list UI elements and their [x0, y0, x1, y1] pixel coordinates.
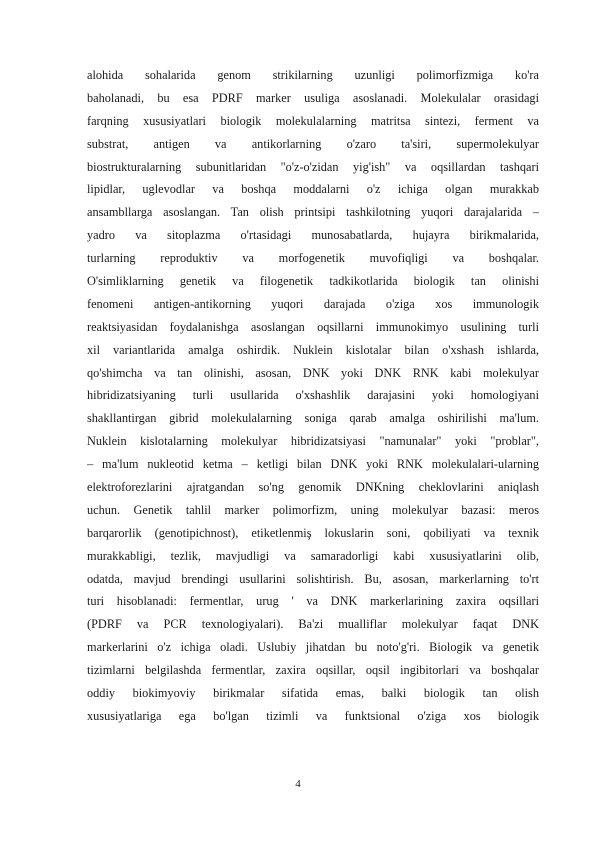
- body-line: (PDRF va PCR texnologiyalari). Ba'zi mualliflar molekulyar faqat DNK: [87, 617, 539, 632]
- body-line: murakkabligi, tezlik, mavjudligi va samaradorligi kabi xususiyatlarini olib,: [87, 548, 539, 563]
- body-line: qo'shimcha va tan olinishi, asosan, DNK yoki DNK RNK kabi molekulyar: [87, 365, 539, 380]
- body-line: elektroforezlarini ajratgandan so'ng genomik DNKning cheklovlarini aniqlash: [87, 480, 539, 495]
- body-text: [87, 64, 539, 728]
- body-line: substrat, antigen va antikorlarning o'zaro ta'siri, supermolekulyar: [87, 136, 539, 151]
- body-line: alohida sohalarida genom strikilarning uzunligi polimorfizmiga ko'ra: [87, 68, 539, 82]
- body-line: turi hisoblanadi: fermentlar, urug ' va DNK markerlarining zaxira oqsillari: [87, 594, 539, 609]
- body-line: hibridizatsiyaning turli usullarida o'xshashlik darajasini yoki homologiyani: [87, 388, 539, 403]
- body-line: O'simliklarning genetik va filogenetik tadkikotlarida biologik tan olinishi: [87, 274, 539, 289]
- body-line: turlarning reproduktiv va morfogenetik muvofiqligi va boshqalar.: [87, 251, 539, 266]
- body-line: shakllantirgan gibrid molekulalarning soniga qarab amalga oshirilishi ma'lum.: [87, 411, 539, 426]
- page-number: 4: [295, 778, 301, 790]
- body-line: lipidlar, uglevodlar va boshqa moddalarni o'z ichiga olgan murakkab: [87, 182, 539, 197]
- body-line: xususiyatlariga ega bo'lgan tizimli va funktsional o'ziga xos biologik: [87, 708, 539, 723]
- body-line: fenomeni antigen-antikorning yuqori darajada o'ziga xos immunologik: [87, 296, 539, 311]
- body-line: – ma'lum nukleotid ketma – ketligi bilan DNK yoki RNK molekulalari-ularning: [87, 457, 539, 472]
- body-line: odatda, mavjud brendingi usullarini solishtirish. Bu, asosan, markerlarning to'rt: [87, 571, 539, 586]
- body-line: yadro va sitoplazma o'rtasidagi munosabatlarda, hujayra birikmalarida,: [87, 228, 539, 243]
- body-line: ansambllarga asoslangan. Tan olish printsipi tashkilotning yuqori darajalarida –: [87, 205, 539, 220]
- body-line: farqning xususiyatlari biologik molekulalarning matritsa sintezi, ferment va: [87, 113, 539, 128]
- body-line: baholanadi, bu esa PDRF marker usuliga asoslanadi. Molekulalar orasidagi: [87, 90, 539, 105]
- body-line: markerlarini o'z ichiga oladi. Uslubiy jihatdan bu noto'g'ri. Biologik va genetik: [87, 640, 539, 655]
- body-line: reaktsiyasidan foydalanishga asoslangan oqsillarni immunokimyo usulining turli: [87, 319, 539, 334]
- body-line: oddiy biokimyoviy birikmalar sifatida emas, balki biologik tan olish: [87, 686, 539, 701]
- body-line: Nuklein kislotalarning molekulyar hibridizatsiyasi "namunalar" yoki "problar",: [87, 434, 539, 449]
- body-line: xil variantlarida amalga oshirdik. Nuklein kislotalar bilan o'xshash ishlarda,: [87, 342, 539, 357]
- body-line: uchun. Genetik tahlil marker polimorfizm, uning molekulyar bazasi: meros: [87, 502, 539, 517]
- body-line: biostrukturalarning subunitlaridan "o'z-o'zidan yig'ish" va oqsillardan tashqari: [87, 159, 539, 174]
- body-line: barqarorlik (genotipichnost), etiketlenmiş lokuslarin soni, qobiliyati va texnik: [87, 525, 539, 540]
- body-line: tizimlarni belgilashda fermentlar, zaxira oqsillar, oqsil ingibitorlari va boshqalar: [87, 663, 539, 678]
